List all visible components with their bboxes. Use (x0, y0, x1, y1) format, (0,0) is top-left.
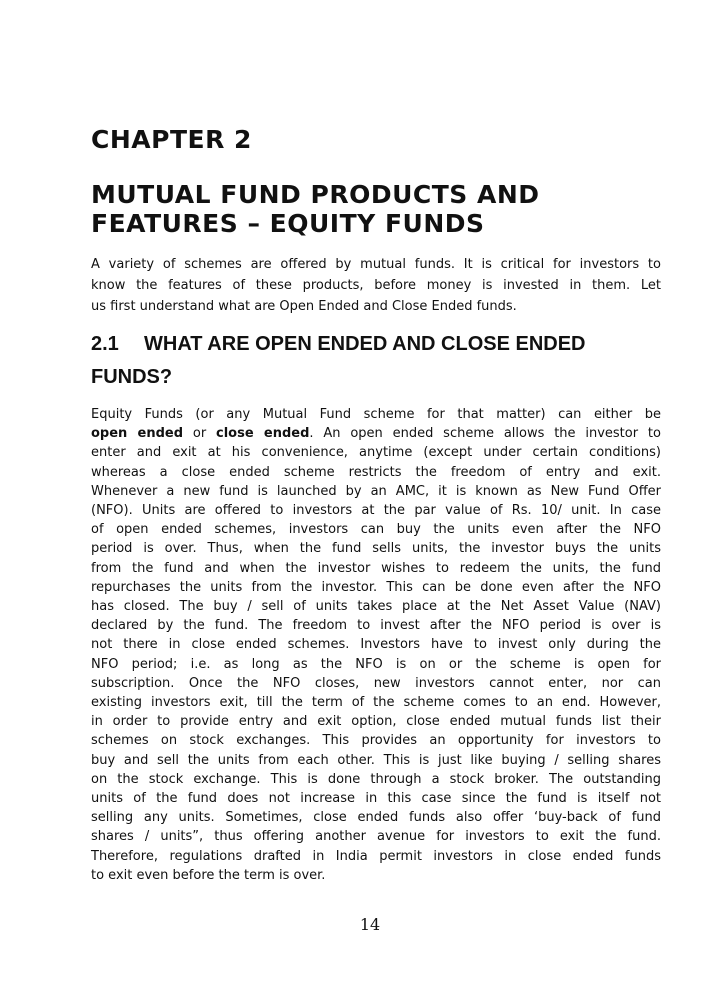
body-line: whereas a close ended scheme restricts the freedom of entry and exit. (91, 464, 661, 480)
body-line: has closed. The buy / sell of units takes place at the Net Asset Value (NAV) (91, 599, 661, 615)
body-line: units of the fund does not increase in this case since the fund is itself not (91, 791, 661, 807)
body-line: existing investors exit, till the term of the scheme comes to an end. However, (91, 695, 661, 711)
intro-line: A variety of schemes are offered by mutual funds. It is critical for investors to (91, 257, 661, 272)
body-line: in order to provide entry and exit option, close ended mutual funds list their (91, 714, 661, 730)
page-number: 14 (359, 915, 381, 934)
body-line: (NFO). Units are offered to investors at the par value of Rs. 10/ unit. In case (91, 503, 661, 519)
body-line: to exit even before the term is over. (91, 867, 326, 883)
section-number: 2.1 (91, 333, 119, 355)
body-line: schemes on stock exchanges. This provides an opportunity for investors to (91, 733, 661, 749)
intro-line: us first understand what are Open Ended and Close Ended funds. (91, 299, 517, 314)
bold-term-open-ended: open ended (91, 426, 184, 442)
body-line: of open ended schemes, investors can buy the units even after the NFO (91, 522, 661, 538)
body-line: not there in close ended schemes. Investors have to invest only during the (91, 637, 661, 653)
body-line: declared by the fund. The freedom to invest after the NFO period is over is (91, 618, 661, 634)
section-heading (91, 328, 661, 394)
body-line: period is over. Thus, when the fund sells units, the investor buys the units (91, 541, 661, 557)
body-line: repurchases the units from the investor. This can be done even after the NFO (91, 579, 661, 595)
body-line: selling any units. Sometimes, close ended funds also offer ‘buy-back of fund (91, 810, 661, 826)
body-line: Whenever a new fund is launched by an AMC, it is known as New Fund Offer (91, 483, 661, 499)
section-title-line: FUNDS? (91, 366, 173, 388)
body-line: subscription. Once the NFO closes, new investors cannot enter, nor can (91, 675, 661, 691)
bold-term-close-ended: close ended (216, 426, 310, 442)
connector-text: or (183, 426, 217, 442)
body-line (91, 424, 661, 443)
body-line: enter and exit at his convenience, anytime (except under certain conditions) (91, 445, 661, 461)
body-paragraph (91, 405, 661, 885)
body-line: shares / units”, thus offering another avenue for investors to exit the fund. (91, 829, 661, 845)
body-line-rest: . An open ended scheme allows the investor to (309, 426, 661, 442)
intro-paragraph (91, 254, 661, 317)
body-line: Therefore, regulations drafted in India permit investors in close ended funds (91, 848, 661, 864)
body-line: Equity Funds (or any Mutual Fund scheme for that matter) can either be (91, 407, 661, 422)
chapter-title-line: FEATURES – EQUITY FUNDS (91, 209, 485, 238)
body-line: buy and sell the units from each other. This is just like buying / selling shares (91, 752, 661, 768)
body-line: NFO period; i.e. as long as the NFO is on or the scheme is open for (91, 656, 661, 672)
body-line: on the stock exchange. This is done through a stock broker. The outstanding (91, 771, 661, 787)
section-title-line: WHAT ARE OPEN ENDED AND CLOSE ENDED (144, 333, 586, 355)
body-line: from the fund and when the investor wishes to redeem the units, the fund (91, 560, 661, 576)
intro-line: know the features of these products, before money is invested in them. Let (91, 278, 661, 293)
chapter-label: CHAPTER 2 (91, 125, 252, 154)
chapter-title (91, 180, 691, 238)
chapter-title-line: MUTUAL FUND PRODUCTS AND (91, 180, 540, 209)
